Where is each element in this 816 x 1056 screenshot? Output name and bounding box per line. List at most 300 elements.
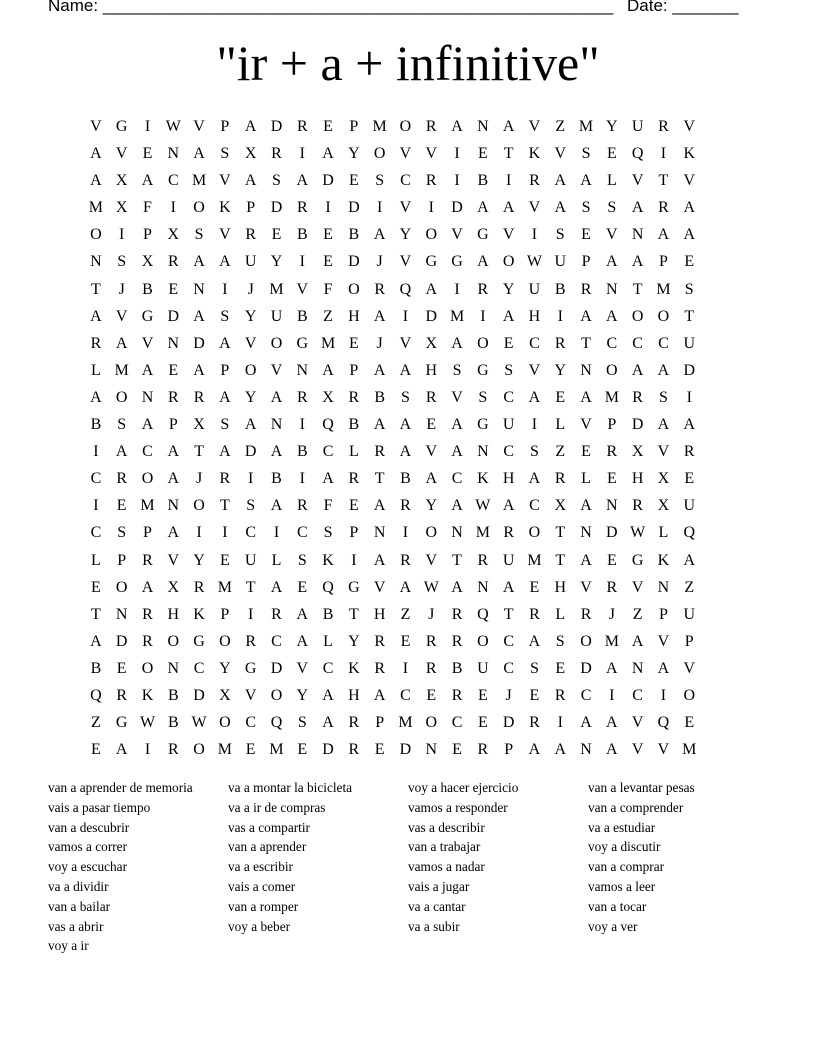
word-column [408,778,518,936]
grid-letter: A [373,361,386,379]
grid-letter: A [373,226,386,244]
grid-letter: A [580,497,592,515]
grid-letter: E [477,686,488,704]
grid-letter: V [115,307,128,325]
grid-letter: E [219,551,230,569]
grid-letter: N [167,145,180,163]
grid-letter: B [90,659,102,677]
grid-letter: E [348,334,359,352]
grid-letter: Q [90,686,102,704]
grid-letter: A [631,361,644,379]
grid-letter: B [296,226,308,244]
grid-letter: X [322,388,334,406]
word-item: vamos a correr [48,839,128,855]
grid-letter: R [632,388,643,406]
grid-letter: A [322,470,334,488]
grid-letter: A [322,686,334,704]
grid-letter: O [244,361,257,379]
grid-letter: X [115,172,128,190]
word-item: vamos a nadar [408,859,485,875]
grid-letter: X [657,470,670,488]
grid-letter: P [220,361,230,379]
grid-letter: D [115,632,128,650]
grid-letter: A [580,714,592,732]
grid-letter: S [297,551,307,569]
grid-letter: D [193,334,205,352]
grid-letter: O [399,118,412,135]
grid-letter: P [658,605,668,623]
grid-letter: G [115,714,128,732]
grid-letter: A [244,118,257,135]
grid-letter: X [657,497,670,515]
grid-letter: O [683,686,695,704]
grid-letter: Y [244,388,257,406]
grid-letter: R [142,632,153,650]
grid-letter: R [400,551,411,569]
grid-letter: A [451,334,463,352]
word-item: voy a ver [588,918,638,934]
grid-letter: V [399,145,412,163]
grid-letter: B [296,443,308,461]
grid-row [83,574,702,601]
grid-letter: V [451,226,463,244]
grid-letter: C [632,334,643,352]
grid-row [83,167,702,194]
grid-letter: K [348,659,360,677]
grid-letter: D [425,307,438,325]
word-column [48,778,193,956]
grid-letter: R [167,253,179,271]
grid-letter: A [451,497,463,515]
grid-row [83,601,702,628]
grid-letter: A [657,226,670,244]
grid-letter: C [245,524,257,542]
grid-letter: M [578,118,594,135]
grid-letter: I [531,226,538,244]
grid-letter: M [527,551,542,569]
page-title: "ir + a + infinitive" [216,35,600,91]
grid-letter: O [115,578,128,596]
grid-letter: G [631,551,644,569]
grid-letter: Q [322,416,334,434]
grid-letter: R [142,551,153,569]
grid-letter: T [684,307,695,325]
grid-letter: D [606,524,618,542]
grid-letter: G [425,253,438,271]
grid-letter: U [244,253,257,271]
grid-letter: A [90,172,102,190]
grid-letter: C [90,470,102,488]
grid-letter: R [529,714,540,732]
grid-letter: A [193,307,205,325]
grid-letter: V [296,659,309,677]
grid-letter: P [220,118,230,135]
grid-letter: H [554,578,567,596]
grid-letter: W [475,497,491,515]
grid-letter: A [167,443,180,461]
grid-letter: A [502,199,515,217]
grid-letter: I [557,714,563,732]
grid-letter: A [244,172,257,190]
grid-letter: H [373,605,386,623]
grid-letter: S [272,172,281,190]
grid-letter: M [449,307,465,325]
grid-letter: A [322,145,334,163]
grid-letter: O [270,334,283,352]
grid-letter: I [299,145,305,163]
grid-letter: R [580,280,592,298]
grid-letter: P [684,632,694,650]
grid-letter: G [348,578,360,596]
word-item: van a romper [228,898,299,914]
grid-letter: V [683,172,695,190]
grid-letter: O [193,741,205,759]
grid-letter: C [90,524,102,542]
grid-letter: C [142,443,153,461]
grid-letter: S [658,388,668,406]
header [48,0,748,20]
grid-letter: C [529,497,540,515]
grid-letter: U [631,118,644,135]
grid-letter: R [606,443,618,461]
grid-letter: W [630,524,646,542]
grid-letter: T [658,172,669,190]
word-item: va a escribir [228,859,293,875]
grid-letter: N [631,659,644,677]
grid-letter: D [502,714,515,732]
grid-letter: I [454,280,460,298]
grid-letter: K [219,199,231,217]
grid-letter: S [323,524,333,542]
grid-letter: O [193,497,205,515]
grid-letter: Q [683,524,695,542]
grid-letter: A [399,416,412,434]
grid-letter: E [116,659,127,677]
grid-letter: E [503,334,514,352]
word-column [588,778,695,936]
word-column [228,778,352,936]
grid-letter: C [296,524,308,542]
grid-letter: U [244,551,257,569]
grid-letter: A [657,416,670,434]
grid-letter: N [477,118,489,135]
grid-letter: V [606,226,618,244]
grid-letter: R [245,632,257,650]
grid-letter: M [88,199,104,217]
grid-letter: V [115,145,128,163]
grid-letter: A [451,578,463,596]
grid-letter: D [322,741,334,759]
word-item: voy a escuchar [48,859,128,875]
grid-letter: V [580,416,592,434]
grid-row [83,547,702,574]
grid-letter: A [528,388,541,406]
grid-row [83,519,702,546]
grid-letter: E [348,172,359,190]
grid-letter: O [90,226,102,244]
grid-letter: P [220,605,230,623]
grid-letter: T [632,280,643,298]
grid-letter: A [451,416,463,434]
grid-letter: Y [348,632,360,650]
grid-letter: D [580,659,592,677]
grid-letter: D [167,307,180,325]
grid-row [83,194,702,221]
grid-letter: R [116,470,128,488]
grid-letter: B [167,714,179,732]
grid-letter: M [475,524,490,542]
grid-letter: D [683,361,695,379]
grid-letter: A [373,686,386,704]
grid-letter: N [580,361,592,379]
grid-letter: G [244,659,257,677]
grid-letter: I [222,524,228,542]
grid-letter: A [451,443,463,461]
grid-letter: E [581,443,591,461]
grid-letter: A [606,307,618,325]
grid-letter: R [554,470,566,488]
grid-letter: G [115,118,128,135]
word-item: va a montar la bicicleta [228,780,353,795]
grid-letter: S [194,226,204,244]
grid-letter: A [477,253,489,271]
grid-letter: C [400,172,411,190]
grid-letter: A [631,199,644,217]
grid-letter: O [270,686,283,704]
grid-letter: A [528,741,541,759]
grid-letter: I [557,307,563,325]
grid-letter: T [219,497,230,515]
grid-letter: R [425,172,437,190]
grid-letter: A [193,145,205,163]
grid-letter: E [323,226,333,244]
grid-letter: V [528,118,541,135]
grid-letter: C [245,714,257,732]
grid-letter: R [451,632,463,650]
grid-letter: A [606,714,618,732]
word-item: van a tocar [588,898,647,914]
word-item: vas a describir [408,819,485,835]
grid-letter: V [425,145,438,163]
grid-letter: E [426,416,437,434]
grid-letter: E [529,578,540,596]
grid-letter: X [425,334,438,352]
grid-letter: R [374,632,385,650]
grid-letter: I [351,551,357,569]
grid-letter: N [425,741,438,759]
grid-letter: M [217,578,232,596]
grid-letter: Z [555,118,566,135]
grid-letter: T [555,524,566,542]
grid-letter: Z [400,605,411,623]
grid-row [83,628,702,655]
grid-letter: P [658,253,668,271]
grid-letter: A [683,199,695,217]
grid-letter: M [398,714,413,732]
grid-letter: I [299,253,305,271]
grid-letter: R [425,632,437,650]
grid-letter: M [114,361,129,379]
grid-row [83,221,702,248]
grid-letter: R [554,686,566,704]
grid-letter: I [505,172,512,190]
grid-letter: V [425,551,438,569]
grid-letter: L [658,524,669,542]
grid-letter: R [425,388,437,406]
word-item: voy a ir [48,938,89,954]
grid-letter: W [526,253,542,271]
grid-letter: A [270,497,283,515]
grid-letter: O [348,280,360,298]
grid-letter: O [425,524,438,542]
grid-letter: R [529,172,540,190]
grid-row [83,330,702,357]
grid-letter: H [348,686,360,704]
grid-letter: A [502,578,515,596]
grid-letter: N [373,524,386,542]
grid-letter: Q [270,714,283,732]
grid-letter: A [399,578,412,596]
grid-letter: A [606,659,618,677]
word-item: vas a abrir [48,918,104,934]
grid-letter: O [502,253,515,271]
grid-letter: V [193,118,205,135]
grid-letter: I [222,280,228,298]
grid-letter: E [400,632,411,650]
word-item: van a aprender [228,839,307,855]
grid-letter: A [115,741,128,759]
grid-letter: I [686,388,692,406]
grid-letter: A [90,388,102,406]
grid-letter: A [141,361,154,379]
grid-letter: D [451,199,463,217]
grid-letter: A [296,172,309,190]
grid-letter: R [554,334,566,352]
grid-letter: Y [348,145,360,163]
grid-letter: P [143,524,152,542]
grid-letter: W [165,118,181,135]
grid-letter: S [401,388,410,406]
grid-letter: A [528,632,541,650]
grid-letter: G [451,253,463,271]
grid-letter: S [375,172,385,190]
grid-letter: X [115,199,128,217]
grid-letter: E [297,578,308,596]
grid-letter: S [504,361,514,379]
grid-letter: X [167,578,180,596]
grid-letter: E [477,714,488,732]
grid-letter: L [581,470,591,488]
grid-letter: D [631,416,644,434]
grid-letter: A [296,632,309,650]
grid-letter: J [608,605,615,623]
grid-letter: A [683,226,695,244]
grid-letter: C [503,632,514,650]
grid-letter: H [631,470,644,488]
grid-letter: C [606,334,618,352]
grid-letter: C [271,632,282,650]
grid-letter: V [219,226,231,244]
grid-letter: V [528,199,541,217]
grid-letter: K [683,145,695,163]
grid-letter: D [399,741,412,759]
word-item: va a estudiar [588,819,656,835]
grid-letter: J [376,253,383,271]
grid-letter: A [580,388,592,406]
grid-letter: P [504,741,514,759]
grid-letter: S [581,145,591,163]
grid-letter: E [245,741,256,759]
grid-letter: Y [554,361,567,379]
grid-letter: P [349,118,359,135]
grid-letter: B [322,605,334,623]
grid-letter: R [658,118,669,135]
grid-letter: A [219,253,231,271]
grid-row [83,303,702,330]
grid-letter: R [477,741,489,759]
grid-letter: V [580,578,592,596]
grid-letter: I [196,524,202,542]
grid-letter: V [502,226,515,244]
grid-letter: A [554,741,567,759]
grid-letter: E [555,388,566,406]
word-item: van a comprar [588,859,665,875]
grid-letter: A [502,497,515,515]
grid-letter: V [631,172,644,190]
grid-letter: V [90,118,102,135]
grid-letter: S [607,199,617,217]
grid-letter: F [323,497,333,515]
grid-letter: K [193,605,205,623]
grid-letter: O [141,659,154,677]
grid-letter: U [683,605,695,623]
grid-letter: C [632,686,643,704]
grid-letter: A [193,361,205,379]
word-item: vamos a responder [408,799,508,815]
grid-row [83,113,702,140]
grid-row [83,492,702,519]
grid-letter: P [349,524,359,542]
grid-letter: T [503,605,514,623]
grid-letter: A [219,443,231,461]
grid-letter: A [270,578,283,596]
grid-letter: R [580,605,592,623]
grid-letter: B [296,307,308,325]
grid-letter: V [141,334,154,352]
grid-letter: M [656,280,671,298]
grid-letter: D [270,118,283,135]
grid-letter: E [426,686,437,704]
grid-letter: V [657,741,670,759]
grid-letter: C [451,470,463,488]
grid-letter: X [219,686,231,704]
grid-letter: T [555,551,566,569]
grid-letter: E [581,226,591,244]
grid-letter: Y [270,253,283,271]
grid-row [83,736,702,763]
letter-grid [83,113,702,763]
grid-letter: M [269,280,284,298]
grid-letter: M [682,741,697,759]
grid-letter: O [219,632,231,650]
grid-letter: N [167,659,180,677]
grid-letter: R [400,497,411,515]
grid-letter: L [555,416,566,434]
grid-letter: R [606,578,618,596]
grid-letter: C [580,686,592,704]
grid-row [83,140,702,167]
grid-letter: E [606,551,617,569]
